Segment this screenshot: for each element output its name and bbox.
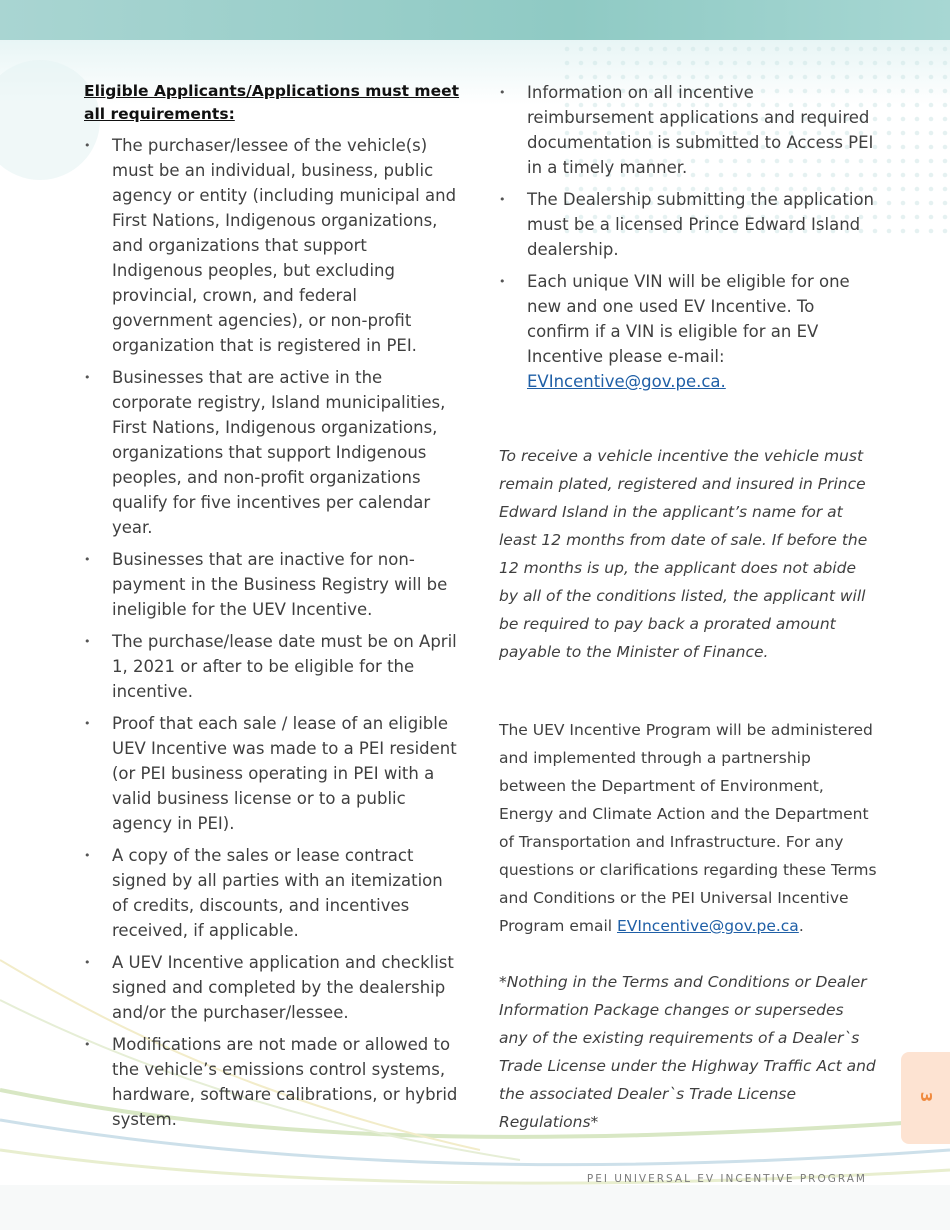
dealer-requirements-list: [499, 80, 877, 394]
bullet-icon: •: [84, 139, 91, 152]
bullet-icon: •: [499, 193, 506, 206]
program-email-link[interactable]: EVIncentive@gov.pe.ca: [617, 917, 799, 935]
eligibility-list: [84, 133, 462, 1132]
eligibility-heading: Eligible Applicants/Applications must meet all requirements:: [84, 82, 460, 123]
right-column: [499, 80, 877, 1136]
list-item: • Modifications are not made or allowed to the vehicle’s emissions control systems, hardware, software calibrations, or hybrid system.: [84, 1032, 462, 1132]
registration-notice: To receive a vehicle incentive the vehicle must remain plated, registered and insured in Prince Edward Island in the applicant’s name for at least 12 months from date of sale. If before the 12 months is up, the applicant does not abide by all of the conditions listed, the applicant will be required to pay back a prorated amount payable to the Minister of Finance.: [499, 447, 868, 661]
bullet-icon: •: [499, 86, 506, 99]
list-item: • Information on all incentive reimbursement applications and required documentation is submitted to Access PEI in a timely manner.: [499, 80, 877, 180]
page-number: 3: [917, 1091, 935, 1103]
bullet-icon: •: [84, 849, 91, 862]
list-item: • Businesses that are active in the corporate registry, Island municipalities, First Nations, Indigenous organizations, organizations that support Indigenous peoples, and non-profit organizations qualify for five incentives per calendar year.: [84, 365, 462, 540]
list-item: • Each unique VIN will be eligible for one new and one used EV Incentive. To confirm if a VIN is eligible for an EV Incentive please e-mail: EVIncentive@gov.pe.ca.: [499, 269, 877, 394]
list-item: • The purchaser/lessee of the vehicle(s) must be an individual, business, public agency or entity (including municipal and First Nations, Indigenous organizations, and organizations that support Indigenous peoples, but excluding provincial, crown, and federal government agencies), or non-profit organization that is registered in PEI.: [84, 133, 462, 358]
bullet-icon: •: [84, 553, 91, 566]
list-item: • Businesses that are inactive for non-payment in the Business Registry will be ineligible for the UEV Incentive.: [84, 547, 462, 622]
program-description: The UEV Incentive Program will be administered and implemented through a partnership between the Department of Environment, Energy and Climate Action and the Department of Transportation and Infrastructure. For any questions or clarifications regarding these Terms and Conditions or the PEI Universal Incentive Program email EVIncentive@gov.pe.ca.: [499, 721, 877, 935]
bullet-icon: •: [84, 1038, 91, 1051]
list-item: • The Dealership submitting the application must be a licensed Prince Edward Island dealership.: [499, 187, 877, 262]
list-item: • Proof that each sale / lease of an eligible UEV Incentive was made to a PEI resident (or PEI business operating in PEI with a valid business license or to a public agency in PEI).: [84, 711, 462, 836]
list-item: • A UEV Incentive application and checklist signed and completed by the dealership and/or the purchaser/lessee.: [84, 950, 462, 1025]
page-number-tab: [901, 1052, 950, 1144]
vin-email-link[interactable]: EVIncentive@gov.pe.ca.: [527, 372, 726, 391]
list-item: • The purchase/lease date must be on April 1, 2021 or after to be eligible for the incentive.: [84, 629, 462, 704]
bullet-icon: •: [84, 371, 91, 384]
bullet-icon: •: [84, 635, 91, 648]
bullet-icon: •: [84, 717, 91, 730]
top-band: [0, 0, 950, 40]
disclaimer: *Nothing in the Terms and Conditions or Dealer Information Package changes or supersedes any of the existing requirements of a Dealer`s Trade License under the Highway Traffic Act and the associated Dealer`s Trade License Regulations*: [499, 973, 876, 1131]
left-column: [84, 80, 462, 1139]
list-item: • A copy of the sales or lease contract signed by all parties with an itemization of credits, discounts, and incentives received, if applicable.: [84, 843, 462, 943]
bullet-icon: •: [499, 275, 506, 288]
footer-title: PEI UNIVERSAL EV INCENTIVE PROGRAM: [586, 1173, 867, 1185]
bullet-icon: •: [84, 956, 91, 969]
